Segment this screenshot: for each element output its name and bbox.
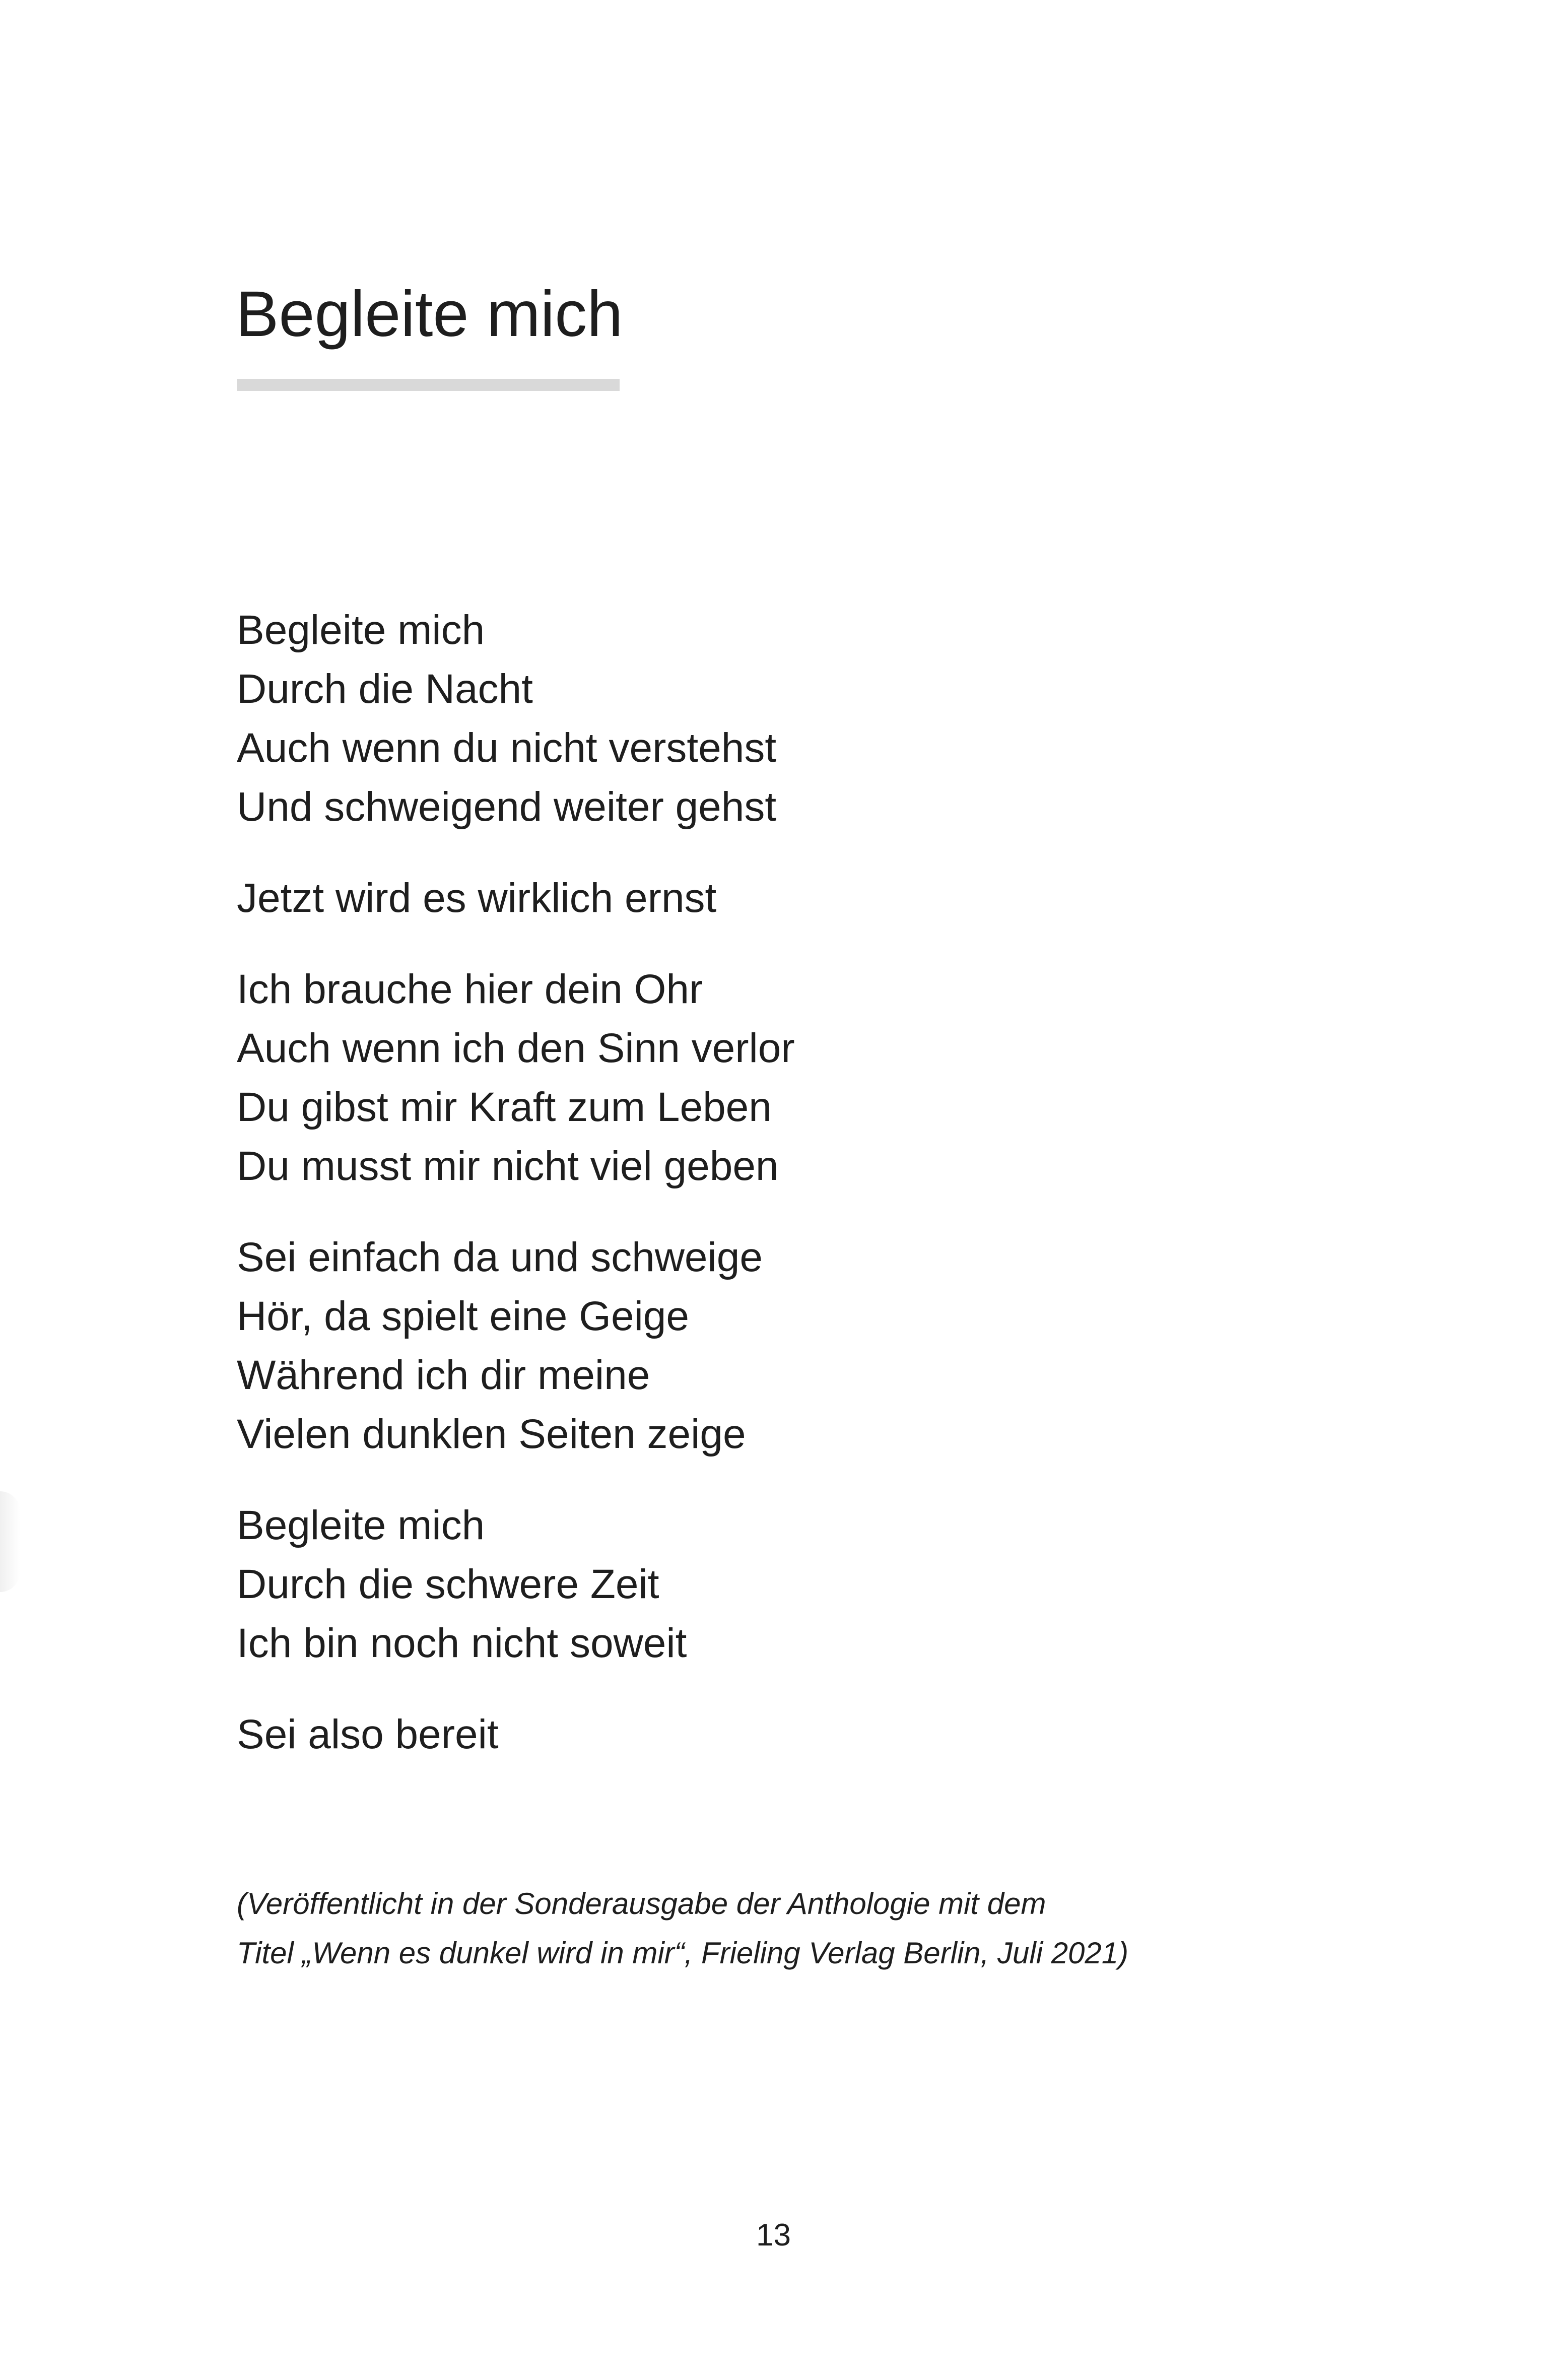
page-edge-shadow [0, 1491, 20, 1592]
stanza [237, 869, 1345, 928]
stanza [237, 1228, 1345, 1464]
poem-line: Du musst mir nicht viel geben [237, 1143, 779, 1189]
poem-line: Durch die schwere Zeit [237, 1561, 659, 1607]
poem-line: Hör, da spielt eine Geige [237, 1293, 689, 1339]
stanza [237, 960, 1345, 1196]
page-number: 13 [756, 2218, 791, 2253]
poem-line: Ich bin noch nicht soweit [237, 1620, 687, 1666]
poem-body [237, 601, 1345, 1796]
poem-line: Auch wenn ich den Sinn verlor [237, 1025, 795, 1071]
publication-note [237, 1879, 1446, 1978]
poem-line: Begleite mich [237, 607, 485, 653]
poem-title: Begleite mich [236, 278, 623, 350]
poem-line: Du gibst mir Kraft zum Leben [237, 1084, 772, 1130]
publication-note-line: Titel „Wenn es dunkel wird in mir“, Frieling Verlag Berlin, Juli 2021) [237, 1936, 1129, 1970]
publication-note-line: (Veröffentlicht in der Sonderausgabe der Anthologie mit dem [237, 1887, 1046, 1921]
poem-line: Begleite mich [237, 1502, 485, 1548]
poem-line: Sei also bereit [237, 1711, 499, 1757]
poem-line: Durch die Nacht [237, 666, 533, 712]
stanza [237, 1705, 1345, 1764]
poem-line: Auch wenn du nicht verstehst [237, 725, 777, 771]
stanza [237, 1496, 1345, 1673]
poem-line: Ich brauche hier dein Ohr [237, 966, 703, 1012]
title-underline [237, 379, 620, 391]
poem-line: Sei einfach da und schweige [237, 1234, 763, 1280]
poem-line: Und schweigend weiter gehst [237, 784, 777, 830]
poem-line: Vielen dunklen Seiten zeige [237, 1411, 746, 1457]
stanza [237, 601, 1345, 836]
poem-line: Jetzt wird es wirklich ernst [237, 875, 717, 921]
poem-line: Während ich dir meine [237, 1352, 650, 1398]
